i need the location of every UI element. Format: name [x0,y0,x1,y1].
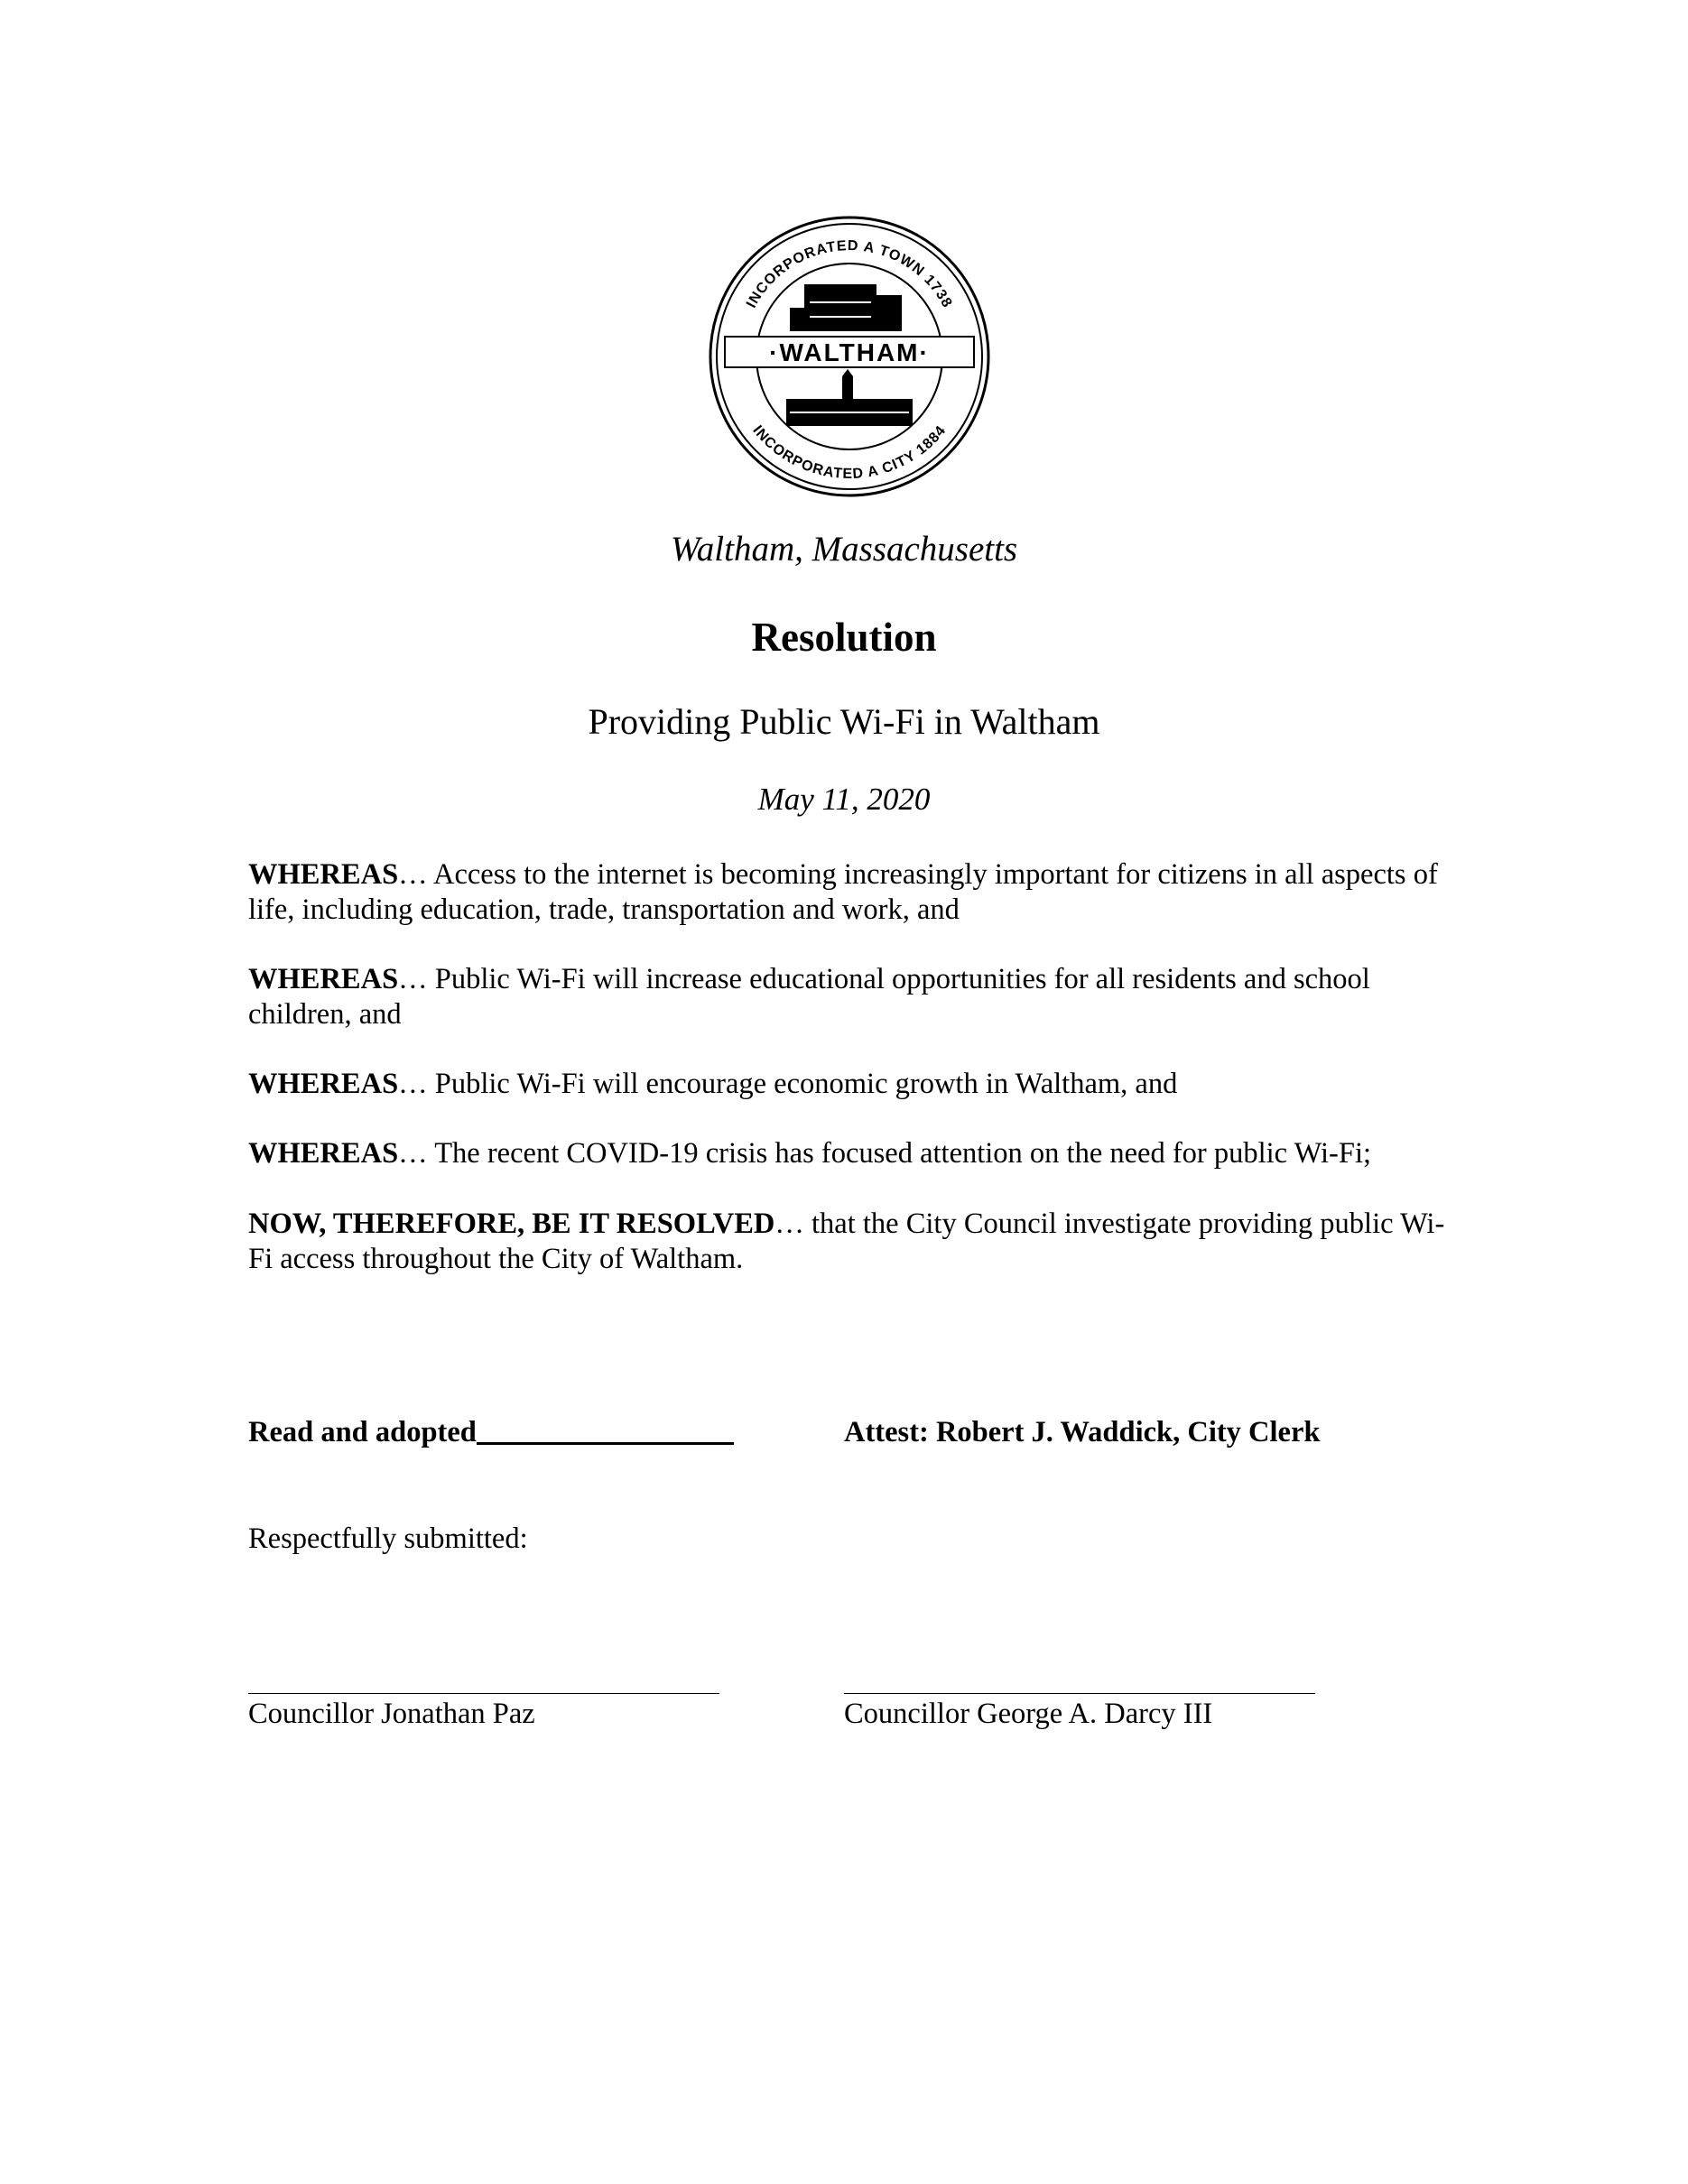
clause-text: … The recent COVID-19 crisis has focused attention on the need for public Wi-Fi; [398,1137,1372,1170]
adopted-blank-line [477,1415,734,1445]
clause-lead: WHEREAS [248,858,399,891]
place-heading: Waltham, Massachusetts [670,530,1018,569]
respectfully-submitted: Respectfully submitted: [248,1522,528,1555]
clause-4 [248,1136,1458,1171]
clause-3 [248,1067,1458,1102]
clause-text: … Access to the internet is becoming increasingly important for citizens in all aspects of life, including education, trade, transportation and work, and [248,858,1438,926]
signature-line-1 [248,1693,719,1694]
clause-2 [248,962,1458,1032]
signer-1: Councillor Jonathan Paz [248,1698,535,1730]
document-type-heading: Resolution [751,615,937,660]
clause-lead: WHEREAS [248,1137,399,1170]
svg-text:·WALTHAM·: ·WALTHAM· [769,338,930,366]
svg-text:INCORPORATED A CITY 1884: INCORPORATED A CITY 1884 [749,422,950,482]
clause-resolved [248,1207,1458,1276]
resolution-title: Providing Public Wi-Fi in Waltham [588,701,1100,742]
read-adopted-label: Read and adopted [248,1415,790,1450]
clause-1 [248,857,1458,927]
signature-line-2 [844,1693,1315,1694]
clause-text: … Public Wi-Fi will increase educational opportunities for all residents and school children, and [248,963,1370,1031]
clause-text: … Public Wi-Fi will encourage economic growth in Waltham, and [398,1068,1178,1100]
clause-lead: WHEREAS [248,1068,399,1100]
attest-clerk: Attest: Robert J. Waddick, City Clerk [844,1416,1321,1448]
signer-2: Councillor George A. Darcy III [844,1698,1213,1730]
clause-lead: WHEREAS [248,963,399,995]
svg-text:INCORPORATED A TOWN 1738: INCORPORATED A TOWN 1738 [743,238,955,311]
city-seal [707,214,992,499]
clause-lead: NOW, THEREFORE, BE IT RESOLVED [248,1208,775,1240]
clause-text: … that the City Council investigate providing public Wi-Fi access throughout the City of Waltham. [248,1208,1445,1275]
resolution-date: May 11, 2020 [757,782,931,817]
